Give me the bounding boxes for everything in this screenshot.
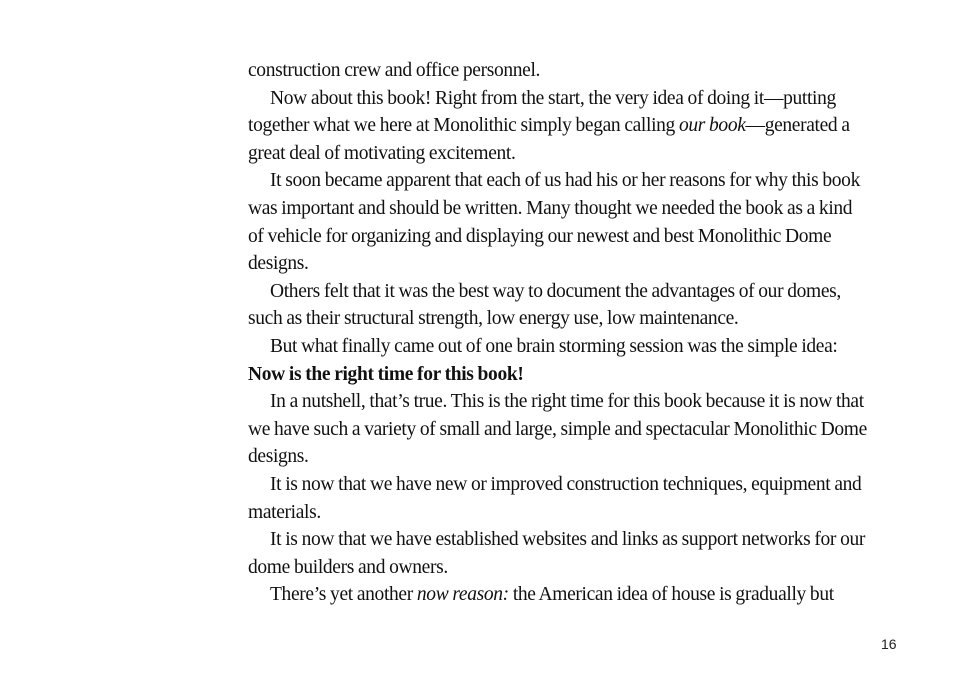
- text-line: [248, 195, 900, 223]
- text-line: [248, 57, 900, 85]
- text-run: dome builders and owners.: [248, 556, 448, 578]
- italic-phrase: now reason:: [416, 584, 509, 606]
- text-line: [248, 554, 900, 582]
- text-run: construction crew and office personnel.: [248, 60, 541, 81]
- text-line: [248, 223, 900, 251]
- text-run: —generated a: [745, 115, 850, 137]
- text-line: [248, 471, 900, 499]
- text-line: [248, 416, 900, 444]
- paragraph: [248, 581, 900, 609]
- text-line: [248, 388, 900, 416]
- paragraph: [248, 167, 900, 277]
- text-run: But what finally came out of one brain storming session was the simple idea:: [270, 335, 838, 357]
- text-line: [248, 85, 900, 113]
- body-text: [248, 57, 900, 609]
- text-line: [248, 499, 900, 527]
- text-run: of vehicle for organizing and displaying our newest and best Monolithic Dome: [248, 225, 832, 247]
- text-run: designs.: [248, 253, 309, 275]
- text-run: such as their structural strength, low energy use, low maintenance.: [248, 308, 739, 330]
- text-run: It is now that we have new or improved construction techniques, equipment and: [270, 473, 862, 495]
- text-line: [248, 250, 900, 278]
- text-run: Now about this book! Right from the start, the very idea of doing it—putting: [270, 87, 836, 109]
- text-run: designs.: [248, 446, 309, 468]
- page-number: 16: [881, 636, 897, 652]
- text-line: [248, 140, 900, 168]
- text-line: [248, 305, 900, 333]
- text-line: [248, 581, 900, 609]
- bold-phrase: Now is the right time for this book!: [248, 363, 524, 385]
- text-run: There’s yet another: [270, 584, 417, 606]
- paragraph: [248, 85, 900, 168]
- paragraph: [248, 526, 900, 581]
- text-run: In a nutshell, that’s true. This is the right time for this book because it is now that: [270, 391, 864, 413]
- text-line: [248, 526, 900, 554]
- paragraph: [248, 333, 900, 388]
- text-run: It is now that we have established websites and links as support networks for our: [270, 529, 866, 551]
- text-run: great deal of motivating excitement.: [248, 142, 516, 164]
- text-run: It soon became apparent that each of us had his or her reasons for why this book: [270, 170, 860, 192]
- text-run: materials.: [248, 501, 321, 523]
- text-line: [248, 333, 900, 361]
- paragraph: [248, 57, 900, 85]
- text-line: [248, 112, 900, 140]
- text-run: together what we here at Monolithic simply began calling: [248, 115, 679, 137]
- text-line: [248, 167, 900, 195]
- italic-phrase: our book: [678, 115, 746, 137]
- text-run: Others felt that it was the best way to document the advantages of our domes,: [270, 280, 841, 302]
- paragraph: [248, 471, 900, 526]
- text-line: [248, 361, 900, 389]
- text-run: we have such a variety of small and large, simple and spectacular Monolithic Dome: [248, 418, 867, 440]
- text-line: [248, 278, 900, 306]
- text-run: was important and should be written. Many thought we needed the book as a kind: [248, 197, 853, 219]
- paragraph: [248, 388, 900, 471]
- paragraph: [248, 278, 900, 333]
- text-run: the American idea of house is gradually but: [508, 584, 834, 606]
- text-line: [248, 443, 900, 471]
